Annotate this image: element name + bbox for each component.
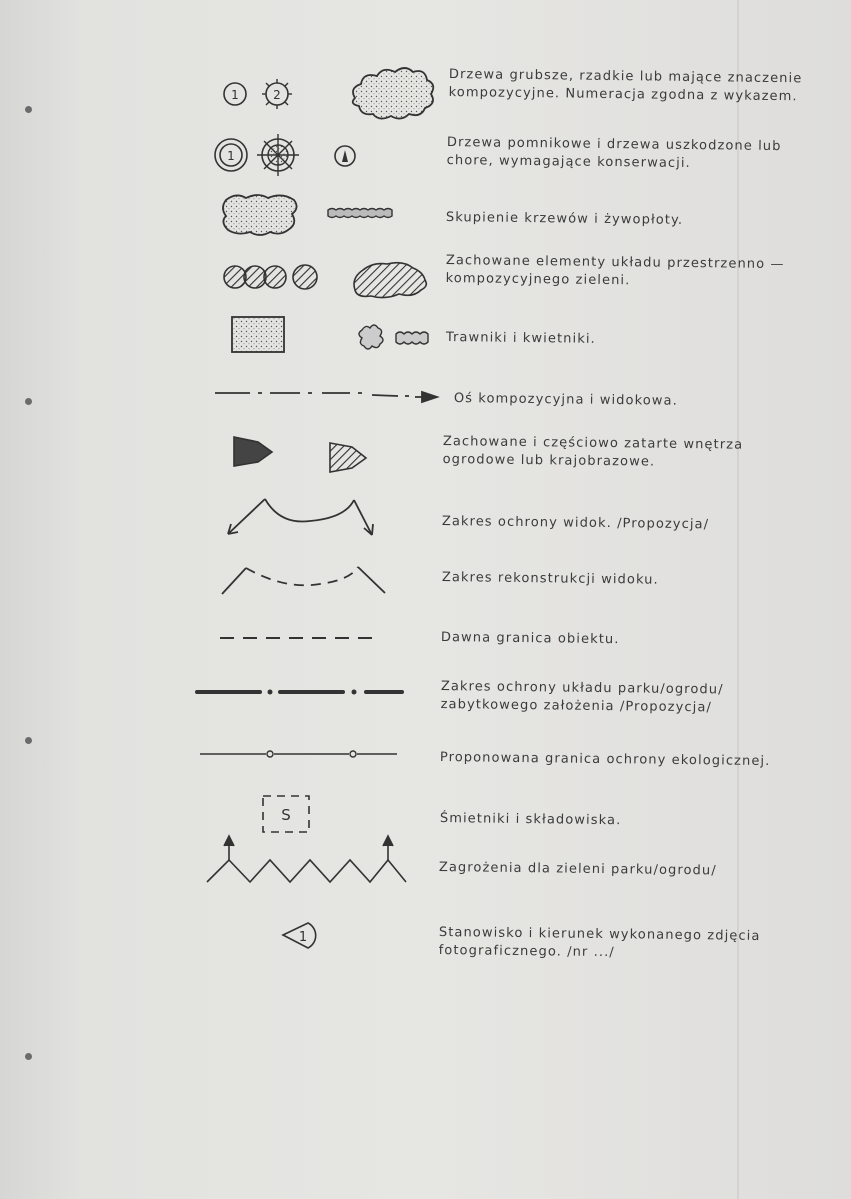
view-reconstruction-arc xyxy=(222,567,385,594)
svg-text:2: 2 xyxy=(273,88,281,102)
preserved-elements-icon xyxy=(224,263,426,298)
flowerbed-icon xyxy=(359,325,383,349)
legend-text-trees: Drzewa grubsze, rzadkie lub mające znaczenie kompozycyjne. Numeracja zgodna z wykazem. xyxy=(448,66,803,105)
flowerbed-strip-icon xyxy=(396,332,428,344)
legend-text-lawns: Trawniki i kwietniki. xyxy=(445,329,596,347)
preserved-interior-arrow-icon xyxy=(234,437,272,466)
threat-zigzag-line xyxy=(207,836,406,882)
dump-symbol xyxy=(263,796,309,832)
lawn-rectangle-icon xyxy=(232,317,284,352)
svg-text:1: 1 xyxy=(231,88,239,102)
sick-tree-icon xyxy=(335,146,355,166)
tree-numbered-rare-symbol xyxy=(262,79,292,109)
monument-tree-symbol xyxy=(215,139,247,171)
damaged-tree-symbol xyxy=(257,134,299,176)
park-protection-line xyxy=(197,690,402,695)
legend-text-preserved-elements: Zachowane elementy układu przestrzenno — kompozycyjnego zieleni. xyxy=(445,252,785,289)
legend-text-interiors: Zachowane i częściowo zatarte wnętrza ogrodowe lub krajobrazowe. xyxy=(442,433,744,470)
hedge-icon xyxy=(328,209,392,218)
legend-text-dumps: Śmietniki i składowiska. xyxy=(439,810,622,829)
legend-text-view-reconstruction: Zakres rekonstrukcji widoku. xyxy=(441,569,659,588)
svg-text:S: S xyxy=(281,806,291,824)
composition-axis-line xyxy=(215,392,437,402)
legend-text-threats: Zagrożenia dla zieleni parku/ogrodu/ xyxy=(438,859,717,879)
legend-text-monument-trees: Drzewa pomnikowe i drzewa uszkodzone lub chore, wymagające konserwacji. xyxy=(446,134,782,171)
legend-text-view-protection: Zakres ochrony widok. /Propozycja/ xyxy=(441,513,710,533)
svg-text:1: 1 xyxy=(298,930,308,945)
legend-text-shrubs: Skupienie krzewów i żywopłoty. xyxy=(445,209,684,228)
svg-text:1: 1 xyxy=(227,149,235,163)
tree-group-cloud-icon xyxy=(353,68,434,119)
tree-numbered-symbol xyxy=(224,83,246,105)
view-protection-arc xyxy=(228,499,373,535)
legend-text-axis: Oś kompozycyjna i widokowa. xyxy=(453,390,678,409)
legend-text-photo-position: Stanowisko i kierunek wykonanego zdjęcia fotograficznego. /nr .../ xyxy=(438,924,761,961)
legend-text-park-protection: Zakres ochrony układu parku/ogrodu/ zabytkowego założenia /Propozycja/ xyxy=(440,678,724,716)
ecological-boundary-line xyxy=(200,751,397,757)
photo-position-icon xyxy=(283,923,316,948)
legend-text-ecological-boundary: Proponowana granica ochrony ekologicznej. xyxy=(439,749,771,770)
faded-interior-arrow-icon xyxy=(330,443,366,472)
legend-text-former-boundary: Dawna granica obiektu. xyxy=(440,629,620,648)
shrub-cluster-icon xyxy=(223,195,297,235)
